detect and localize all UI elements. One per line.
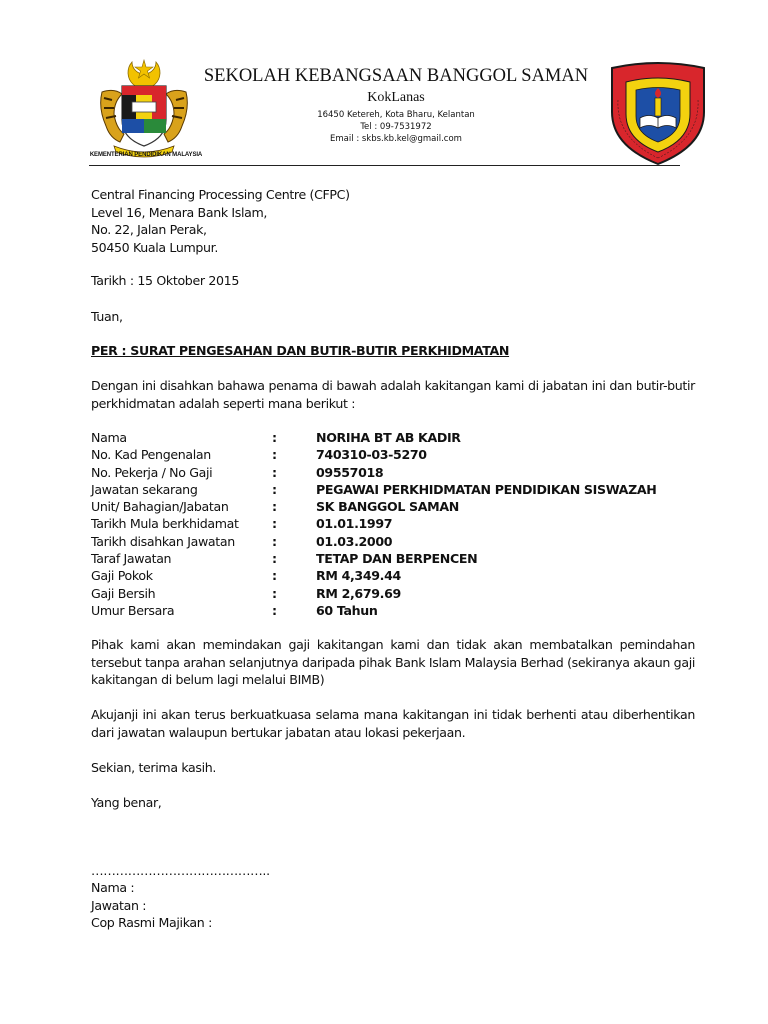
letter-subject [91, 342, 695, 360]
detail-label: Nama [91, 430, 127, 445]
detail-value: 01.01.1997 [316, 516, 393, 532]
detail-label: Unit/ Bahagian/Jabatan [91, 499, 229, 515]
school-name: SEKOLAH KEBANGSAAN BANGGOL SAMAN [203, 66, 589, 86]
detail-colon: : [272, 430, 277, 445]
detail-label: No. Kad Pengenalan [91, 447, 211, 463]
detail-value: RM 4,349.44 [316, 568, 401, 584]
detail-colon: : [272, 551, 277, 567]
school-subtitle: KokLanas [367, 90, 425, 105]
detail-row [91, 585, 695, 602]
sign-field-name: Nama : [91, 880, 135, 895]
detail-label: Tarikh Mula berkhidamat [91, 516, 239, 532]
detail-colon: : [272, 585, 277, 601]
signature-line: …………………………………….. [91, 863, 270, 878]
recipient-line: Level 16, Menara Bank Islam, [91, 204, 268, 220]
detail-row [91, 567, 695, 584]
header-divider [89, 165, 680, 166]
paragraph-undertaking: Akujanji ini akan terus berkuatkuasa selama mana kakitangan ini tidak berhenti atau diberhentikan dari jawatan walaupun bertukar jabatan atau lokasi pekerjaan. [91, 707, 695, 740]
ministry-caption: KEMENTERIAN PENDIDIKAN MALAYSIA [89, 152, 203, 158]
detail-colon: : [272, 568, 277, 584]
school-telephone: Tel : 09-7531972 [360, 122, 432, 132]
detail-label: No. Pekerja / No Gaji [91, 464, 213, 480]
detail-colon: : [272, 533, 277, 549]
detail-row [91, 550, 695, 567]
detail-colon: : [272, 516, 277, 532]
school-address: 16450 Ketereh, Kota Bharu, Kelantan [317, 110, 475, 120]
detail-row [91, 481, 695, 498]
detail-colon: : [272, 447, 277, 463]
detail-value: TETAP DAN BERPENCEN [316, 551, 478, 567]
detail-row [91, 515, 695, 532]
detail-value: 01.03.2000 [316, 533, 393, 549]
detail-value: NORIHA BT AB KADIR [316, 430, 461, 445]
detail-label: Umur Bersara [91, 602, 175, 618]
intro-paragraph: Dengan ini disahkan bahawa penama di bawah adalah kakitangan kami di jabatan ini dan butir-butir perkhidmatan adalah seperti mana berikut : [91, 378, 695, 411]
detail-label: Gaji Pokok [91, 568, 153, 584]
detail-label: Tarikh disahkan Jawatan [91, 533, 235, 549]
sign-field-official-stamp: Cop Rasmi Majikan : [91, 915, 212, 930]
detail-value: RM 2,679.69 [316, 585, 401, 601]
letter-subject-text: PER : SURAT PENGESAHAN DAN BUTIR-BUTIR PERKHIDMATAN [91, 343, 510, 358]
detail-label: Jawatan sekarang [91, 481, 198, 497]
detail-value: SK BANGGOL SAMAN [316, 499, 459, 515]
signoff-text: Yang benar, [91, 795, 162, 810]
recipient-line: Central Financing Processing Centre (CFPC) [91, 187, 350, 202]
employment-details [91, 429, 695, 619]
closing-text: Sekian, terima kasih. [91, 760, 217, 775]
detail-colon: : [272, 481, 277, 497]
detail-label: Gaji Bersih [91, 585, 156, 601]
detail-value: 60 Tahun [316, 602, 378, 618]
recipient-line: 50450 Kuala Lumpur. [91, 239, 219, 255]
salutation: Tuan, [91, 309, 123, 324]
ministry-crest-logo [92, 58, 196, 162]
school-email: Email : skbs.kb.kel@gmail.com [330, 134, 462, 144]
detail-colon: : [272, 602, 277, 618]
letter-date: Tarikh : 15 Oktober 2015 [91, 273, 239, 288]
paragraph-salary-transfer: Pihak kami akan memindakan gaji kakitangan kami dan tidak akan membatalkan pemindahan tersebut tanpa arahan selanjutnya daripada pihak Bank Islam Malaysia Berhad (sekiranya akaun gaji kakitangan di belum lagi melalui BIMB) [91, 637, 695, 687]
recipient-address [91, 186, 695, 256]
detail-value: PEGAWAI PERKHIDMATAN PENDIDIKAN SISWAZAH [316, 481, 657, 497]
detail-row [91, 602, 695, 619]
sign-field-position: Jawatan : [91, 898, 147, 913]
detail-row [91, 533, 695, 550]
detail-row [91, 446, 695, 463]
detail-value: 740310-03-5270 [316, 447, 427, 463]
detail-row [91, 464, 695, 481]
detail-label: Taraf Jawatan [91, 551, 172, 567]
school-shield-logo [606, 60, 710, 166]
detail-row [91, 498, 695, 515]
recipient-line: No. 22, Jalan Perak, [91, 222, 207, 237]
detail-value: 09557018 [316, 464, 384, 480]
detail-colon: : [272, 464, 277, 480]
detail-row [91, 429, 695, 446]
detail-colon: : [272, 499, 277, 515]
